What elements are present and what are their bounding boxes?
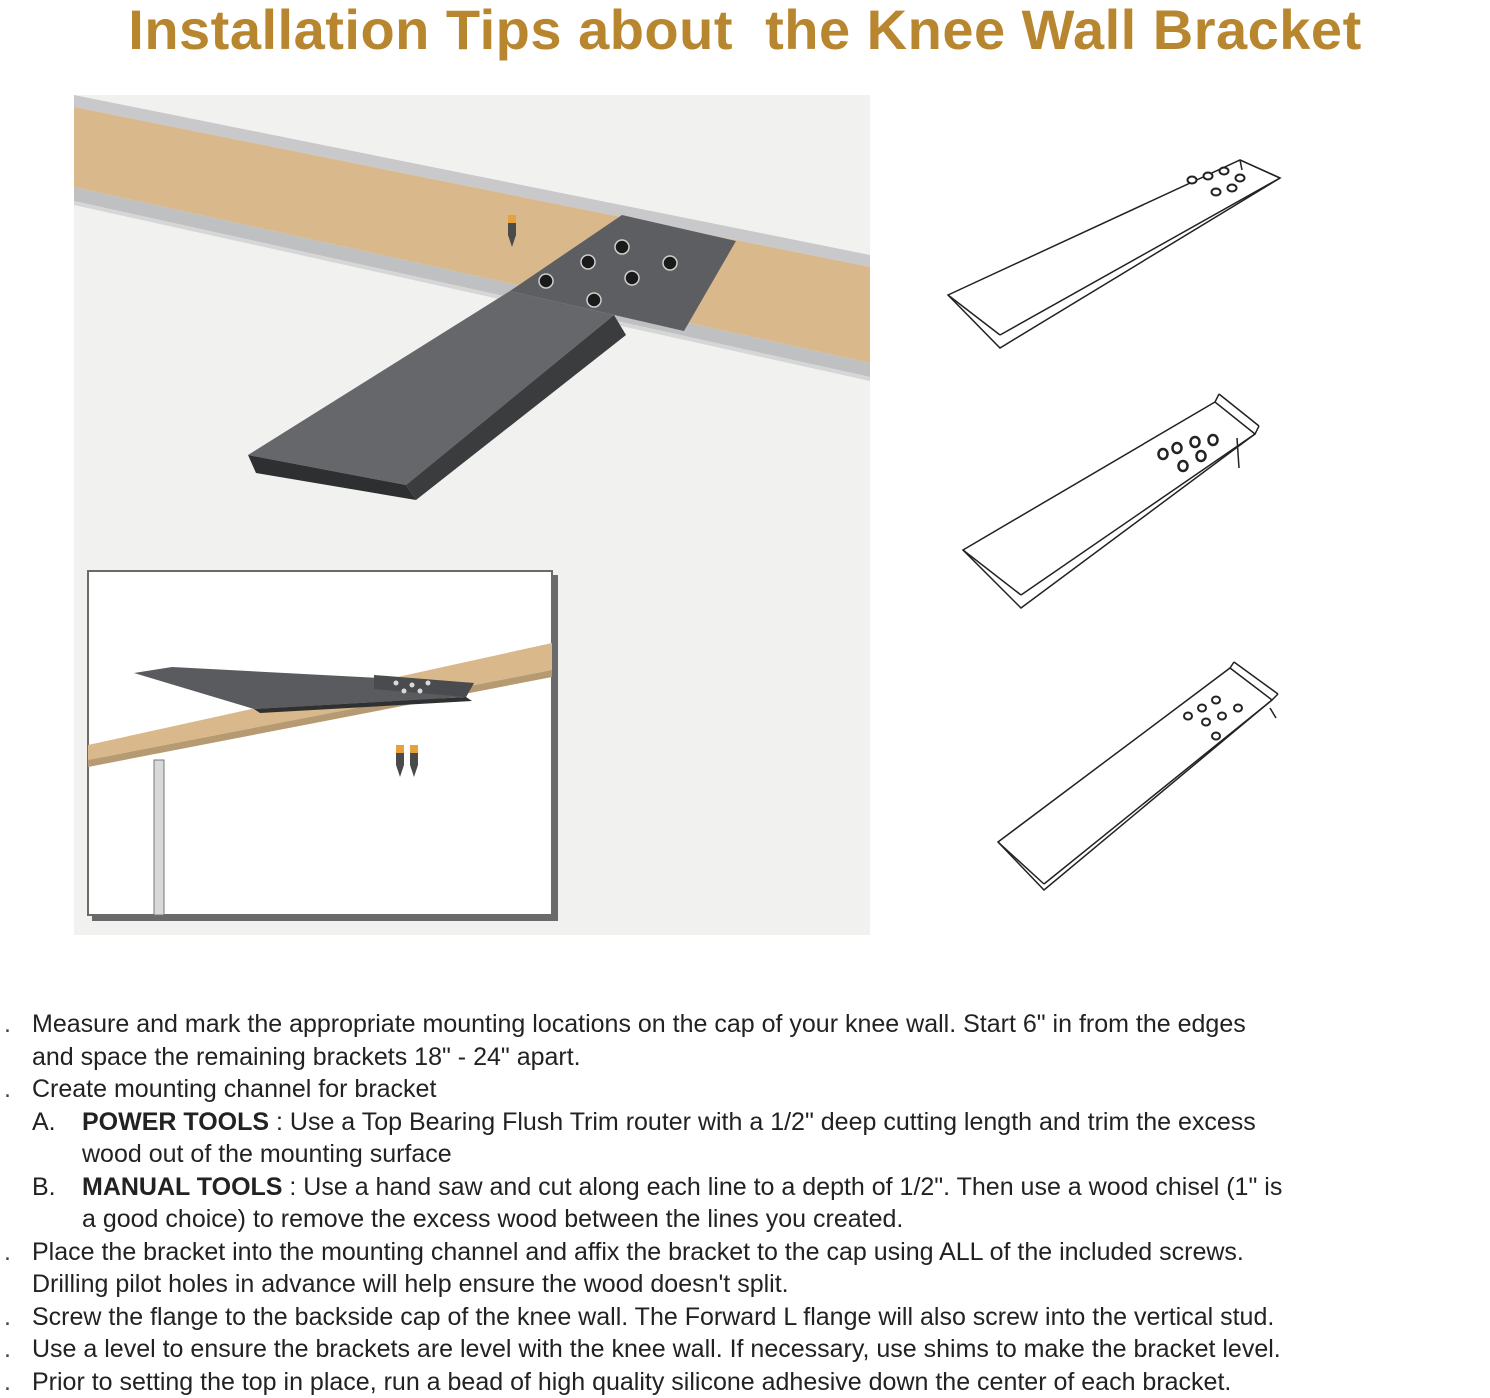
- step-4: . Screw the flange to the backside cap of the knee wall. The Forward L flange will also screw into the vertical stud.: [0, 1301, 1490, 1334]
- step-2b-line-1: B. MANUAL TOOLS : Use a hand saw and cut along each line to a depth of 1/2". Then use a wood chisel (1" is: [0, 1171, 1490, 1204]
- main-installation-illustration: [74, 95, 870, 935]
- installation-instructions: [0, 1008, 1490, 1398]
- step-3-line-1: . Place the bracket into the mounting channel and affix the bracket to the cap using ALL of the included screws.: [0, 1236, 1490, 1269]
- step-3-line-2: Drilling pilot holes in advance will help ensure the wood doesn't split.: [0, 1268, 1490, 1301]
- inset-detail-illustration: [88, 571, 558, 921]
- page-title: Installation Tips about the Knee Wall Bracket: [0, 0, 1490, 62]
- step-2a-line-1: A. POWER TOOLS : Use a Top Bearing Flush Trim router with a 1/2" deep cutting length and trim the excess: [0, 1106, 1490, 1139]
- step-1-line-2: and space the remaining brackets 18" - 24" apart.: [0, 1041, 1490, 1074]
- l-flange-bracket-drawing: [980, 660, 1290, 900]
- flat-bracket-drawing: [940, 140, 1290, 360]
- flanged-bracket-drawing: [955, 390, 1275, 610]
- step-5: . Use a level to ensure the brackets are level with the knee wall. If necessary, use shims to make the bracket level.: [0, 1333, 1490, 1366]
- step-6: . Prior to setting the top in place, run a bead of high quality silicone adhesive down the center of each bracket.: [0, 1366, 1490, 1398]
- step-2b-line-2: a good choice) to remove the excess wood between the lines you created.: [0, 1203, 1490, 1236]
- step-2a-line-2: wood out of the mounting surface: [0, 1138, 1490, 1171]
- step-2: . Create mounting channel for bracket: [0, 1073, 1490, 1106]
- step-1-line-1: . Measure and mark the appropriate mounting locations on the cap of your knee wall. Start 6" in from the edges: [0, 1008, 1490, 1041]
